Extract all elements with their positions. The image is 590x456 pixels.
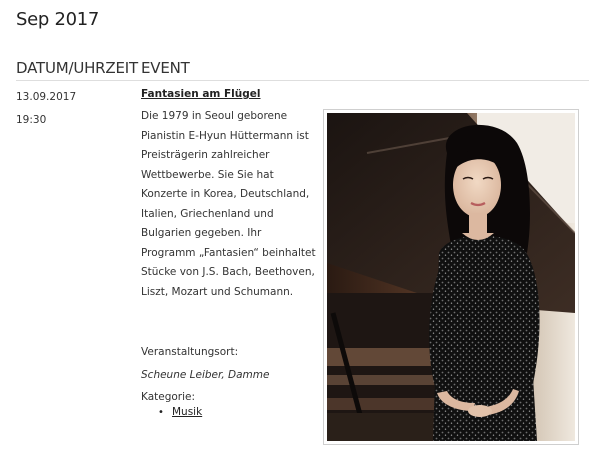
category-link-musik[interactable]: Musik [172, 406, 203, 418]
event-title-link[interactable]: Fantasien am Flügel [141, 88, 261, 100]
event-description: Die 1979 in Seoul geborene Pianistin E-Hyun Hüttermann ist Preisträgerin zahlreicher Wettbewerbe. Sie Sie hat Konzerte in Korea, Deutschland, Italien, Griechenland und Bulgarien gegeben. Ihr Programm „Fantasien“ beinhaltet Stücke von J.S. Bach, Beethoven, Liszt, Mozart und Schumann. [141, 110, 316, 298]
pianist-photo [327, 113, 575, 441]
category-item [141, 403, 202, 422]
event-date: 13.09.2017 [16, 91, 77, 103]
bullet-icon: • [158, 407, 164, 418]
category-label: Kategorie: [141, 391, 196, 403]
venue-name: Scheune Leiber, Damme [141, 369, 270, 381]
month-heading: Sep 2017 [16, 9, 100, 30]
pianist-photo-frame [323, 109, 579, 445]
venue-label: Veranstaltungsort: [141, 346, 239, 358]
event-time: 19:30 [16, 114, 47, 126]
column-header-event: EVENT [141, 59, 190, 77]
category-list [141, 403, 202, 422]
header-divider [16, 80, 589, 81]
column-header-date-time: DATUM/UHRZEIT [16, 59, 138, 77]
